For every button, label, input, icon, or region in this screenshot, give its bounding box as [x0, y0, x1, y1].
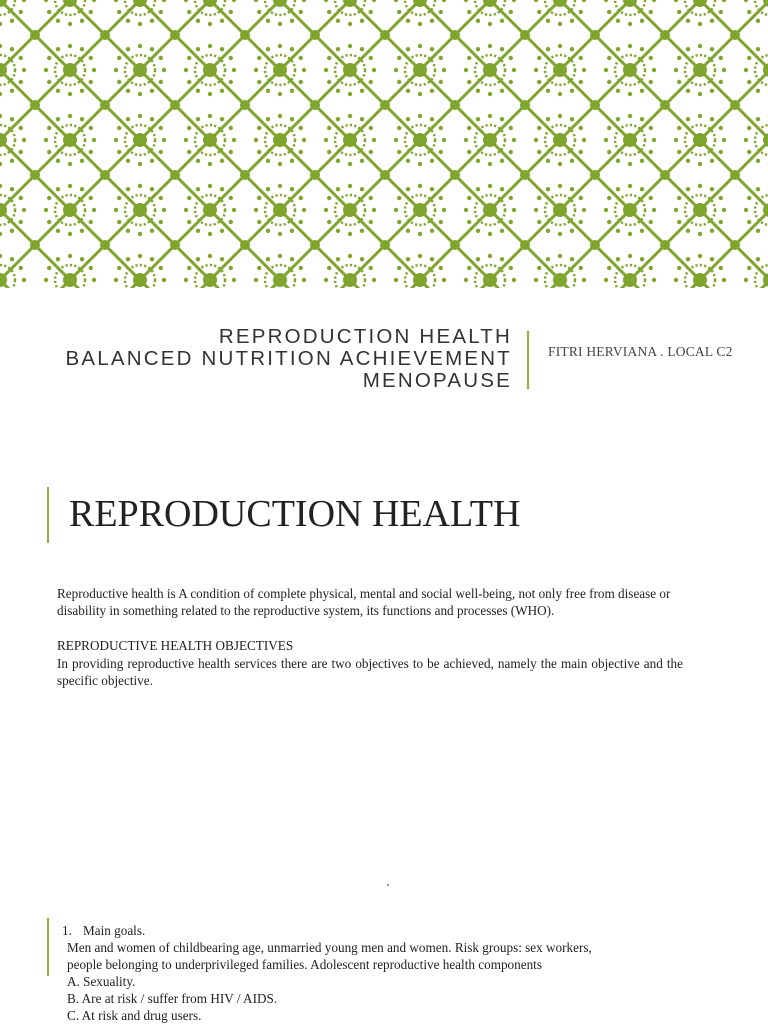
presentation-title [30, 326, 512, 392]
goal-number: 1. [62, 923, 72, 938]
title-line-3: MENOPAUSE [362, 369, 512, 392]
title-line-1: REPRODUCTION HEALTH [218, 325, 512, 348]
goal-line: A. Sexuality. [67, 974, 136, 989]
goal-title [62, 922, 145, 939]
goal-body [67, 939, 667, 1024]
objectives-heading: REPRODUCTIVE HEALTH OBJECTIVES [57, 638, 294, 653]
title-line-2: BALANCED NUTRITION ACHIEVEMENT [65, 347, 512, 370]
objectives-paragraph: In providing reproductive health services there are two objectives to be achieved, namely the main objective and the specific objective. [57, 656, 683, 688]
goal-line: B. Are at risk / suffer from HIV / AIDS. [67, 991, 278, 1006]
list-accent-bar [47, 918, 49, 976]
goal-line: C. At risk and drug users. [67, 1008, 202, 1023]
lattice-pattern [0, 0, 768, 288]
section-heading: REPRODUCTION HEALTH [69, 493, 521, 535]
section-accent-bar [47, 487, 49, 543]
stray-dot [387, 884, 389, 886]
author-label: FITRI HERVIANA . LOCAL C2 [548, 344, 733, 359]
goal-line: Men and women of childbearing age, unmarried young men and women. Risk groups: sex workers, [67, 940, 592, 955]
decorative-pattern-banner [0, 0, 768, 288]
goal-line: people belonging to underprivileged families. Adolescent reproductive health components [67, 957, 542, 972]
definition-paragraph: Reproductive health is A condition of complete physical, mental and social well-being, not only free from disease or disability in something related to the reproductive system, its functions and processes (WHO). [57, 586, 671, 618]
goal-title-text: Main goals. [83, 923, 146, 938]
title-divider [527, 331, 529, 389]
